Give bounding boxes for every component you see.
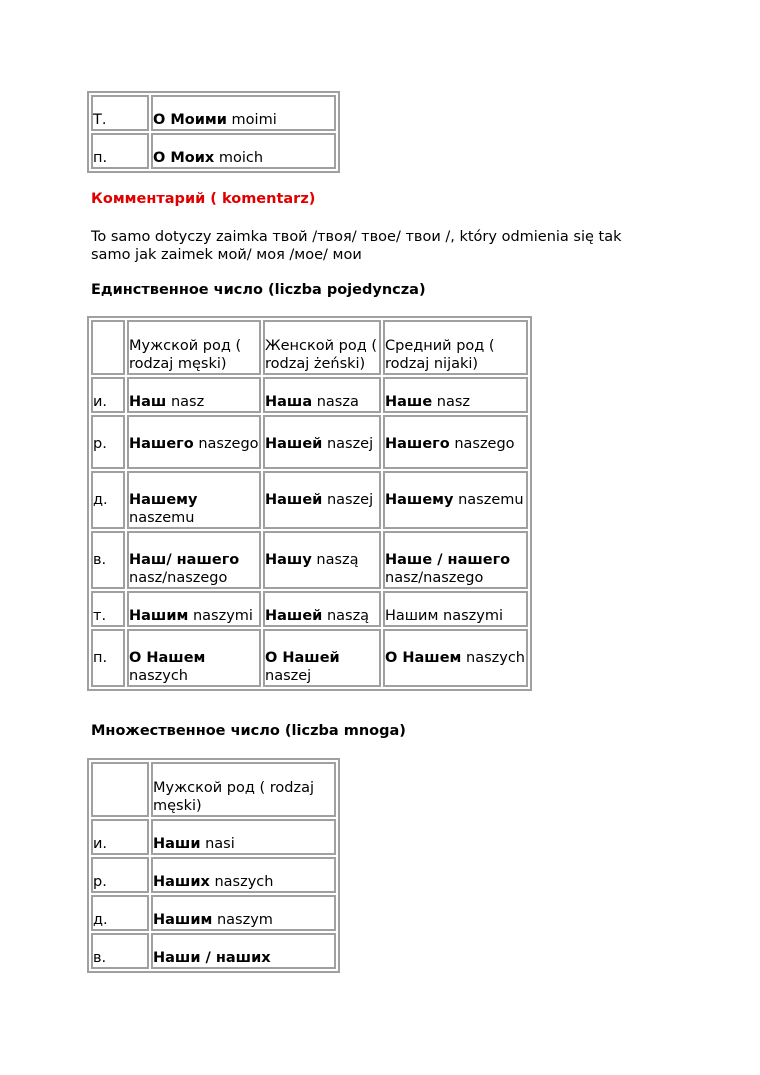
neuter-cell: О Нашем naszych — [383, 629, 528, 687]
table-row — [91, 629, 528, 687]
table-row — [91, 415, 528, 469]
singular-heading: Единственное число (liczba pojedyncza) — [91, 282, 426, 298]
table-row — [91, 895, 336, 931]
masculine-cell: Наш nasz — [127, 377, 261, 413]
case-cell: д. — [91, 471, 125, 529]
feminine-cell: Нашей naszej — [263, 415, 381, 469]
table-row — [91, 531, 528, 589]
plural-heading: Множественное число (liczba mnoga) — [91, 723, 406, 739]
case-cell: п. — [91, 629, 125, 687]
neuter-cell: Наше / нашего nasz/naszego — [383, 531, 528, 589]
case-cell: и. — [91, 819, 149, 855]
masculine-cell: Наш/ нашего nasz/naszego — [127, 531, 261, 589]
header-row — [91, 320, 528, 375]
feminine-cell: Нашей naszą — [263, 591, 381, 627]
empty-header-cell — [91, 762, 149, 817]
case-cell: р. — [91, 857, 149, 893]
neuter-cell: Нашему naszemu — [383, 471, 528, 529]
feminine-cell: Нашу naszą — [263, 531, 381, 589]
singular-declension-table — [87, 316, 532, 691]
case-cell: и. — [91, 377, 125, 413]
table-row — [91, 857, 336, 893]
form-cell: О Моими moimi — [151, 95, 336, 131]
table-row — [91, 133, 336, 169]
form-cell: Наших naszych — [151, 857, 336, 893]
table-row — [91, 95, 336, 131]
top-declension-table — [87, 91, 340, 173]
feminine-cell: О Нашей naszej — [263, 629, 381, 687]
masculine-cell: Нашим naszymi — [127, 591, 261, 627]
masculine-cell: Нашего naszego — [127, 415, 261, 469]
comment-text — [91, 228, 671, 264]
masculine-cell: О Нашем naszych — [127, 629, 261, 687]
case-cell: в. — [91, 933, 149, 969]
column-header-masculine: Мужской род ( rodzaj męski) — [151, 762, 336, 817]
comment-heading: Комментарий ( komentarz) — [91, 191, 316, 207]
neuter-cell: Нашим naszymi — [383, 591, 528, 627]
form-cell: Наши / наших — [151, 933, 336, 969]
header-row — [91, 762, 336, 817]
form-cell: Нашим naszym — [151, 895, 336, 931]
table-row — [91, 819, 336, 855]
table-row — [91, 933, 336, 969]
case-cell: р. — [91, 415, 125, 469]
case-cell: в. — [91, 531, 125, 589]
case-cell: п. — [91, 133, 149, 169]
table-row — [91, 591, 528, 627]
empty-header-cell — [91, 320, 125, 375]
case-cell: Т. — [91, 95, 149, 131]
column-header-feminine: Женской род ( rodzaj żeński) — [263, 320, 381, 375]
masculine-cell: Нашему naszemu — [127, 471, 261, 529]
comment-line-1: To samo dotyczy zaimka твой /твоя/ твое/ твои /, który odmienia się tak — [91, 229, 622, 245]
table-row — [91, 471, 528, 529]
column-header-masculine: Мужской род ( rodzaj męski) — [127, 320, 261, 375]
form-cell: О Моих moich — [151, 133, 336, 169]
case-cell: д. — [91, 895, 149, 931]
column-header-neuter: Средний род ( rodzaj nijaki) — [383, 320, 528, 375]
neuter-cell: Наше nasz — [383, 377, 528, 413]
case-cell: т. — [91, 591, 125, 627]
comment-line-2: samo jak zaimek мой/ моя /мое/ мои — [91, 247, 362, 263]
feminine-cell: Наша nasza — [263, 377, 381, 413]
form-cell: Наши nasi — [151, 819, 336, 855]
feminine-cell: Нашей naszej — [263, 471, 381, 529]
plural-declension-table — [87, 758, 340, 973]
table-row — [91, 377, 528, 413]
neuter-cell: Нашего naszego — [383, 415, 528, 469]
